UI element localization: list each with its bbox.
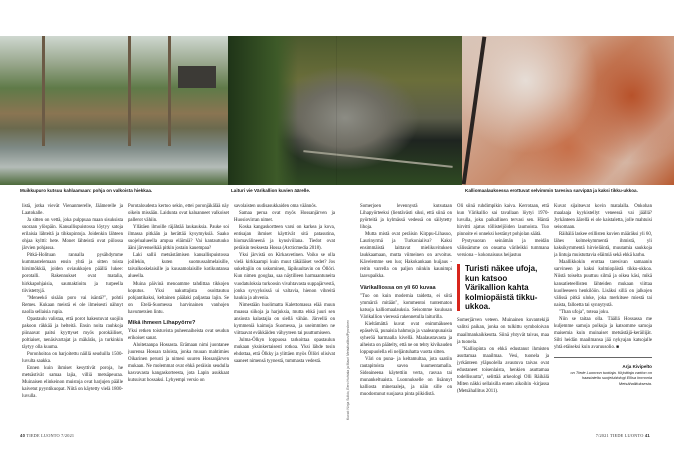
author-bio [554,357,652,386]
paragraph: Somerjoen levennystä kutsutaan Lihapyörteeksi (lientävästi siksi, että siinä on pyörteitä ja kylmässä vedessä on säilytetty lihoja. [360,204,452,231]
author-description: on Tiede Luonnon tuottaja. Kirjoittaja vartion on haastateltu suojelubiologi Eliisa Immonia Metsähallituksesta. [570,369,652,386]
text-column-3 [234,203,335,425]
footer-left [20,433,74,438]
photo-caption: Kalliomaalauksessa erottuvat selvimmin taresiva sarvipää ja kaksi tikku-ukkoa. [465,188,638,193]
photo-rock-painting [462,36,674,185]
paragraph: Yllätäen ilmoille räjähtää laukauksia. Pauke soi ilmassa pitkään ja herättää kysymyksiä. Saako suojelualueella ampua eläimiä? Vai kantautuuko ääni järvenselkää pitkin jostain kauempaa? [128,225,229,252]
footer-magazine: TIEDE LUONTO 7/2021 [26,433,75,438]
photo-credit: Kuvat: Ninja Sulkio, Eero Huhtala ja Mauri Metsähallitus/Pynnönen [346,319,350,420]
paragraph: Aloitetaanpa Hossasta. Erämaan nimi juontanee juurensa Hossan taloista, jonka muuan mahtimies Oikarinen perusti ja nimesi suuren Hossanjärven mukaan. Ne molemmat ovat ehkä peräisin seudulla kasvavasta kangaskorteesta, jota Lapin asukkaat kutsuivat hossaksi. Lyhyempi versio on [128,342,229,384]
footer-right [596,433,650,438]
paragraph: Niin se taitaa olla. Täällä Hossassa me kuljemme samoja polkuja ja katsomme samoja maisemia kuin muinaiset metsästäjä-keräilijät. Silti heidän maailmansa jää nykyajan katsojalle yhtä etäiseksi kuin avaruusolio. ■ [554,316,652,350]
paragraph: Väri on puna- ja keltamultaa, jota saatiin rautapitoista savea kuumentamalla. Sideaineena käytettiin verta, rasvaa tai munankeltuaista. Luonnukselle on lisännyt kalliosta mineraaleja, ja näin sille on muodostunut suojaava pinta piikidistä. [360,356,452,398]
paragraph: Julma-Ölkyn loppuosa tarkoittaa opastaulun mukaan yksinkertaisesti rotkoa. Yksi lähde tosin ehdottaa, että Ölkky ja ylittäen myös Öllöri olisivat saaneet nimensä tyynestä, tummasta vedestä. [234,337,335,365]
footer-magazine: 7/2021 TIEDE LUONTO [595,433,644,438]
text-column-4 [360,203,452,425]
page-number: 40 [20,433,26,438]
paragraph: "Tuo on kuin modernia taidetta, ei siitä ymmärrä mitään", kommentoi tuntematon katsoja kalliomaalauksia. Seisomme kuulusan Värikallion vieressä rakennetulla laiturilla. [360,293,452,320]
text-column-6 [554,203,652,425]
paragraph: Pitkä-Holituan rannalla pysähdymme kummastelemaan ensin yhtä ja sitten toista hirsimökkiä, joiden oviaukkojen päällä lukee: porotalli. Rakennukset ovat matalia, hirkkapohjaisia, saumaktioitu ja turpeella tiivistettyjä. [22,253,123,294]
paragraph: Porotaloudesta kertoo sekin, ettei poronjäkälää näy oikein missään. Laidunta ovat kaluanneet valkoiset pallerot vähiin. [128,204,229,224]
paragraph: Pystysuoran seinämän ja meidän välissämme on onsama värileikki tummana versiona – kokonaisuus heijastuu [457,239,549,259]
author-name: Arja Kivipelto [622,363,652,369]
text-column-5 [457,203,549,425]
paragraph: Oli siinä ruhdimpikin kaiva. Kerrotaan, että kun Värikallio sai tavallaan löytyi 1970-luvulla, joku paikallinen tervasi sen. Häntä hirvitti ajatus töllisteljöiden laumoista. Tuo pinnoite ei onneksi kestänyt pohjolan säätä. [457,204,549,238]
text-column-2 [128,203,229,425]
page-gutter [336,36,337,185]
paragraph: Koska kangaskortteen varsi on karkea ja kova, entisajan ihmiset käyttivät sitä patasutina, hiomavälineenä ja kynsiviilana. Tiedot ovat peräisin teoksesta Hossa (Arcticmedia 2018). [234,225,335,252]
paragraph: Poronhoitoa on harjoitettu näillä seuduilla 1500-luvulta saakka. [22,351,123,365]
paragraph: Samaa perua ovat myös Hossanjärven ja Huosiovirran nimet. [234,211,335,224]
paragraph: Räihälä laskee erillisten kuvien määräksi yli 60, lähes kolmekymmentä ihmistä, yli kaksikymmentä hirvieläintä, muutamia saukkoja ja lintuja muistuttavia eläimiä sekä ehkä karhu. [554,232,652,259]
paragraph: Kuvat sijaitsevat kovin matalalla. Onkohan maalaaja kyykistellyt veneessä vai jäällä? Jyrkänteen äärellä ei ole kaistaletta, jolle mahtuisi seisomaan. [554,204,652,231]
paragraph: listä, jotka vievät Vienanmerelle, Jäämerelle ja Laatokalle. [22,204,123,217]
paragraph: Somerjärven veteen. Muinainen kuvantekijä valitsi paikan, jonka on tulkittu symboloivan maailmankaikkeutta. Siinä yhtyvät taivas, maa ja tuonela. [457,318,549,345]
paragraph: Mutta mistä ovat peräisin Kirppu-Lihasuo, Laurinyrmä ja Turkoniaiiva? Kaksi ensimmäistä laittavat mielikuvituksen laukkaamaan, mutta viimeinen on arvoitus. Kävelemme sen luo; Hakokankaan huijaus -reitin varrella on paljon niinkin kaunimpi laavupaikka. [360,232,452,280]
photo-caption: Laituri vie Värikallion kuvien äärelle. [231,188,311,193]
subheading: Värikalliossa on yli 60 kuvaa [360,284,436,291]
page-number: 41 [644,433,650,438]
hut-shape [178,66,216,88]
paragraph: "Meneekö sisään poro vai isäntä?", pohtii Remes. Kukaan meistä ei ole ilmeisesti nähnyt naolla sellaisia rupia. [22,295,123,315]
paragraph: Opastaulu valistaa, että porot hakeutuvat suojiin pakoon räkkää ja helteitä. Ensin noita rauhkoja piinaavat paitsi kyyttyset myös porokäiliset, poltiaiset, nenäsivartajat ja mäkäräs, ja turkinkin täytyy olla kuuma. [22,316,123,350]
paragraph: "Kalliopinta on ehkä edustanut ihmisten asuttamaa maailmaa. Vesi, tuonela ja jyrkänteen yläpuolella avautuva taivas ovat edustaneet toisenlaista, henkien asuttamaa todellisuutta", selittää arkeologi Olli Räihälä Miten näkki sellaisilla ennen aikoihin -kirjassa (Metsähallitus 2011). [457,346,549,394]
paragraph: Kieltämättä kuvat ovat enimmäkseen epäselviä, punaisia hahmoja ja vaaleanpunaisia syheröä harmaalla kivellä. Maalaustavasta ja aiheista on päätelty, että ne on tehty kivikauden loppupuolella eli neljäntuhatta vuotta sitten. [360,321,452,355]
paragraph: Nimestään huolimatta Kalettomassa elää muun muassa siikoja ja harjuksia, mutta ehkä juuri sen ansiosta kalastajia on siellä vähän. Järvellä on kymmeniä kaimoja Suomessa, ja useimmiten ne viittaavat eväkkäiden vähyyteen tai puuttumiseen. [234,302,335,336]
text-column-1 [22,203,123,425]
paragraph: Laki sallii metsästämisen kansallispuistossa joillekin, kuten suomussalmelaisille, taivalkoskelaisille ja kuusamolaisille kotikuntansa alueella. [128,253,229,280]
paragraph: Muina päivinä menoamme tahdittaa tikkojen koputus. Yksi nakuttajista osoittautuu pohjantikaksi, keltainen päälaki paljastaa lajin. Se on Etelä-Suomessa harvinainen vanhojen havumetsien lintu. [128,281,229,315]
paragraph: "Than ufoja", toteaa joku. [559,309,610,315]
paragraph: Maallikkokin erottaa taresivan samaanin sarvineen ja kaksi kolmiopäistä tikku-ukkoa. Niistä toiselta puuttuu silmä ja oikea käsi, mikä kansatieteellisten lähteiden mukaan viittaa kuolleeseen henkilöön. Lisäksi sillä on jalkojen välissä pitkä uloke, joka merkitsee miestä tai naista, falloetta tai synnytystä. [554,260,652,308]
photo-forest-stream [0,36,228,185]
paragraph: Yksi retken toistuvista puheenaiheista ovat seudun erikoiset sanat. [128,328,229,341]
subheading: Mikä ihmeen Lihapyörre? [128,319,196,326]
photo-cliff-lake [228,36,462,185]
photo-caption: Muikkupuro kutsuu kahlaamaan: pohja on valkoista hiekkaa. [20,188,153,193]
paragraph: Ja sitten on vettä, joka pulppuaa maan sisuksista suoraan ylöspäin. Kansallispuistossa löytyy satoja erilaisia lähteitä ja tihkupintoja. Joidenkin lähteen ohjaa kyltti: hete. Monet lähteistä ovat piilossa järvien pohjassa. [22,218,123,252]
paragraph: savolaisten uudisasukkaiden oma väännös. [234,204,317,209]
paragraph: Yksi järvistä on Kirkasvetinen. Voiko se olla vielä kirkkaampi kuin muut täkäläiset vedet? Jos sukeltajiin on uskominen, läpikuultavin on Öllöri. Kun nimen googlaa, saa näytilleen harmaantuneita vuodatuloksia turkoosin vivahtavasta suppajärvestä, jonka syvyyksissä ui valtavia, hienon vihreitä haukia ja ahvenia. [234,253,335,301]
paragraph: Ennen kuin ihmiset kesyttivät poroja, he metsästivät samaa lajia, villiä metsäpeuraa. Muinaisen elinkeinon muistoja ovat harjujen päälle kaivetut pyyntikuopat. Niitä on käytetty vielä 1800-luvulla. [22,366,123,400]
pull-quote: Turisti näkee ufoja, kun katsoo Värikallion kahta kolmiopäistä tikku-ukkoa. [457,264,549,311]
